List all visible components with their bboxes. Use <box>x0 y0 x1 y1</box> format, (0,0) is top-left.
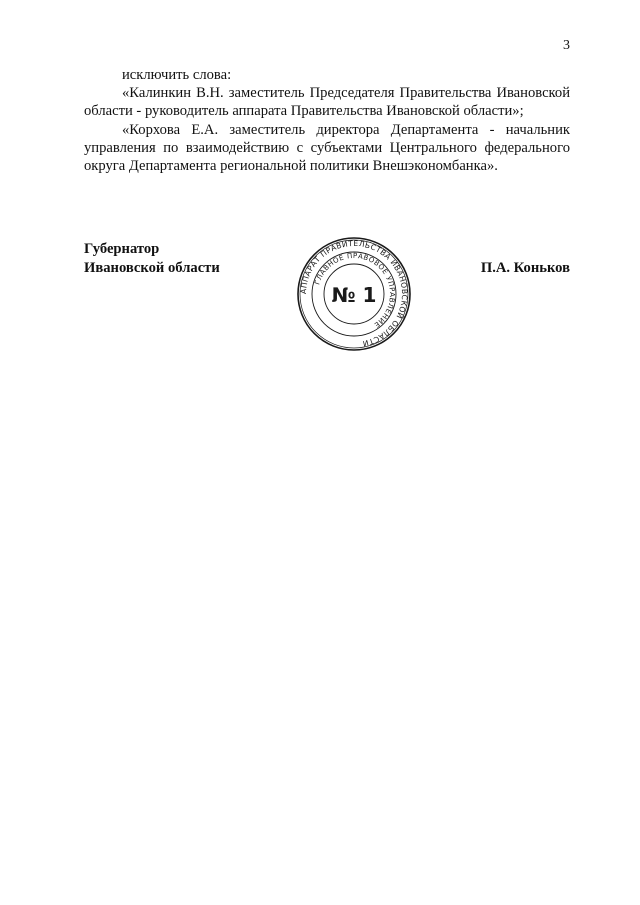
signer-title-line2: Ивановской области <box>84 260 220 276</box>
seal-outer-text: АППАРАТ ПРАВИТЕЛЬСТВА ИВАНОВСКОЙ ОБЛАСТИ <box>298 238 410 349</box>
signer-title <box>84 240 220 278</box>
signature-block <box>84 240 570 360</box>
signer-title-line1: Губернатор <box>84 241 160 257</box>
official-seal <box>296 236 412 352</box>
document-body <box>84 66 570 175</box>
seal-center-text: № 1 <box>331 283 377 307</box>
seal-graphic <box>296 236 412 352</box>
body-paragraph: «Корхова Е.А. заместитель директора Департамента - начальник управления по взаимодействию с субъектами Центрального федерального округа Департамента региональной политики Внешэкономбанка». <box>84 121 570 175</box>
signer-name: П.А. Коньков <box>480 260 570 276</box>
page-number: 3 <box>563 38 570 53</box>
body-paragraph: «Калинкин В.Н. заместитель Председателя Правительства Ивановской области - руководитель аппарата Правительства Ивановской области»; <box>84 85 570 120</box>
seal-inner-text: ГЛАВНОЕ ПРАВОВОЕ УПРАВЛЕНИЕ <box>313 251 397 330</box>
body-paragraph: исключить слова: <box>122 67 232 83</box>
